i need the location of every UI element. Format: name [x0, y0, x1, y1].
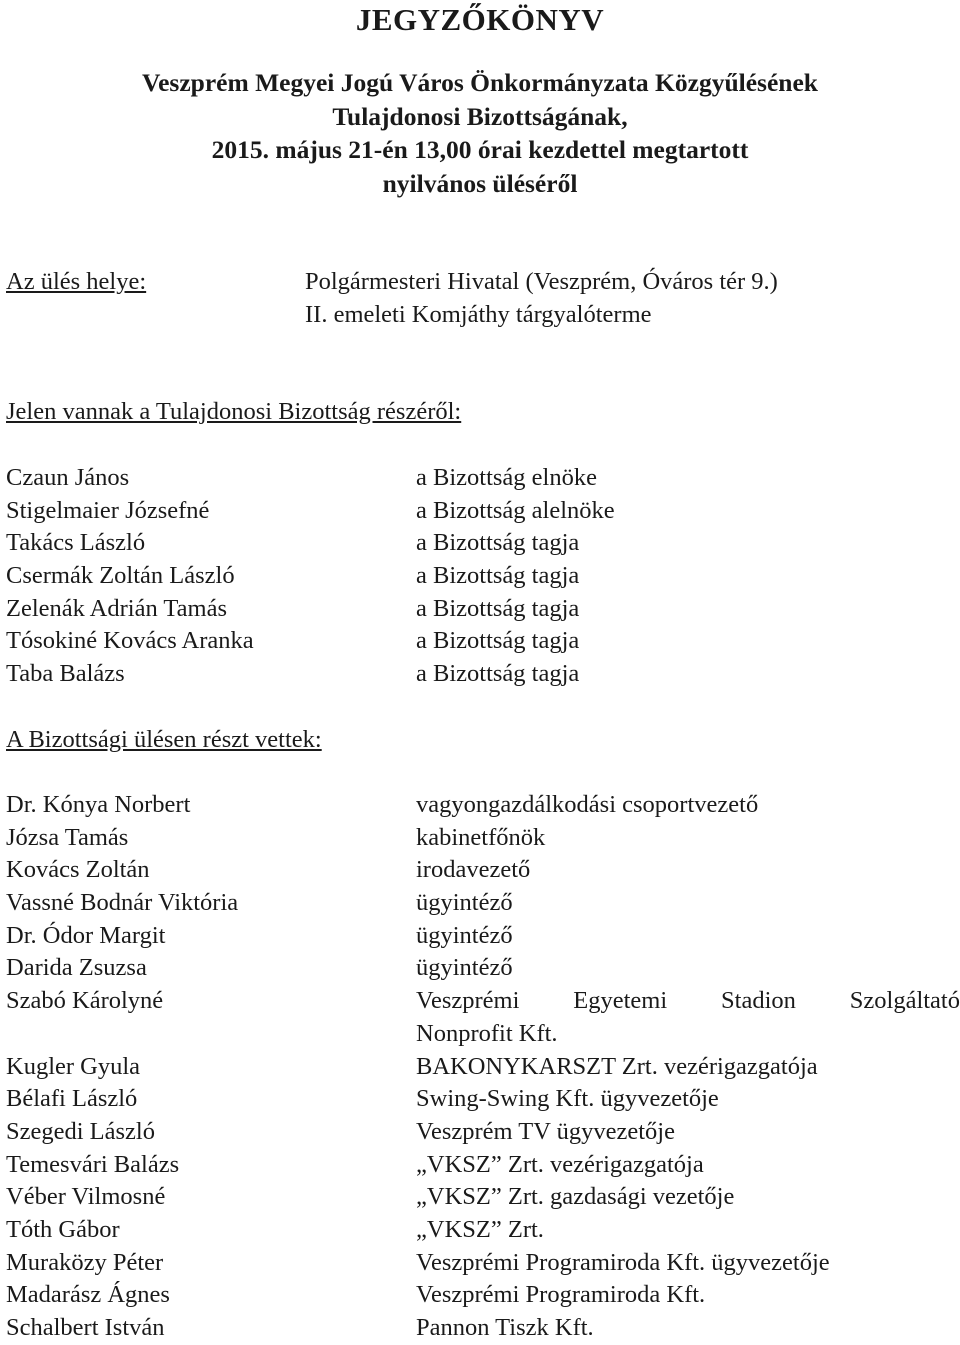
member-name: Tósokiné Kovács Aranka [6, 627, 254, 655]
attendee-row [6, 1279, 960, 1312]
member-role: a Bizottság tagja [416, 562, 580, 590]
attendee-role: Pannon Tiszk Kft. [416, 1314, 594, 1342]
attendee-name: Dr. Ódor Margit [6, 921, 166, 949]
attendee-name: Muraközy Péter [6, 1248, 164, 1276]
member-role: a Bizottság tagja [416, 529, 580, 557]
subtitle-line: Tulajdonosi Bizottságának, [332, 101, 628, 131]
attendee-name: Véber Vilmosné [6, 1183, 166, 1211]
location-line: II. emeleti Komjáthy tárgyalóterme [305, 300, 652, 328]
attendee-row [6, 985, 960, 1050]
attendee-role: Veszprémi Programiroda Kft. [416, 1281, 706, 1309]
member-row [6, 593, 960, 626]
attendee-row [6, 952, 960, 985]
attendee-row [6, 1312, 960, 1345]
attendee-role: ügyintéző [416, 954, 513, 982]
member-row [6, 658, 960, 691]
attendee-name: Józsa Tamás [6, 823, 129, 851]
attendees-list [6, 789, 960, 1345]
subtitle-line: nyilvános üléséről [382, 168, 578, 198]
attendee-role-word: Veszprémi [416, 987, 520, 1015]
attendee-role: „VKSZ” Zrt. vezérigazgatója [416, 1150, 704, 1178]
attendee-row [6, 1051, 960, 1084]
member-name: Czaun János [6, 464, 130, 491]
members-list [6, 462, 960, 691]
subtitle-line: Veszprém Megyei Jogú Város Önkormányzata Közgyűlésének [142, 68, 818, 97]
attendee-role: kabinetfőnök [416, 823, 546, 851]
member-name: Takács László [6, 529, 146, 557]
attendee-name: Kovács Zoltán [6, 856, 150, 884]
member-role: a Bizottság elnöke [416, 464, 597, 491]
attendee-role-line: Nonprofit Kft. [416, 1019, 558, 1047]
attendee-role: Veszprémi Programiroda Kft. ügyvezetője [416, 1248, 830, 1276]
attendee-row [6, 1247, 960, 1280]
attendee-name: Szabó Károlyné [6, 987, 164, 1015]
member-name: Zelenák Adrián Tamás [6, 594, 227, 622]
attendee-row [6, 1149, 960, 1182]
attendee-role-line [416, 985, 960, 1018]
attendee-role: ügyintéző [416, 921, 513, 949]
member-name: Taba Balázs [6, 660, 125, 688]
subtitle-line: 2015. május 21-én 13,00 órai kezdettel megtartott [211, 135, 749, 164]
attendee-row [6, 1116, 960, 1149]
member-role: a Bizottság tagja [416, 627, 580, 655]
attendee-role-word: Stadion [721, 987, 796, 1015]
member-row [6, 527, 960, 560]
attendee-name: Madarász Ágnes [6, 1281, 170, 1309]
members-heading: Jelen vannak a Tulajdonosi Bizottság részéről: [6, 398, 462, 425]
member-row [6, 625, 960, 658]
attendee-row [6, 1181, 960, 1214]
attendee-name: Tóth Gábor [6, 1215, 120, 1243]
attendees-heading: A Bizottsági ülésen részt vettek: [6, 726, 322, 753]
location-label: Az ülés helye: [6, 268, 147, 295]
member-row [6, 495, 960, 528]
attendee-name: Vassné Bodnár Viktória [6, 889, 239, 917]
member-name: Csermák Zoltán László [6, 562, 235, 590]
attendee-name: Dr. Kónya Norbert [6, 791, 191, 818]
document-subtitle [0, 66, 960, 200]
attendee-role-word: Szolgáltató [849, 987, 960, 1015]
attendee-row [6, 887, 960, 920]
location-value [305, 266, 778, 331]
attendee-role: vagyongazdálkodási csoportvezető [416, 791, 759, 818]
attendee-role: irodavezető [416, 856, 531, 884]
attendee-name: Schalbert István [6, 1314, 165, 1342]
attendee-row [6, 920, 960, 953]
member-role: a Bizottság tagja [416, 594, 580, 622]
attendee-name: Bélafi László [6, 1085, 138, 1113]
attendee-role [416, 985, 960, 1050]
attendee-role: Swing-Swing Kft. ügyvezetője [416, 1085, 719, 1113]
member-role: a Bizottság alelnöke [416, 496, 615, 524]
attendee-role: BAKONYKARSZT Zrt. vezérigazgatója [416, 1052, 818, 1080]
attendee-role: ügyintéző [416, 889, 513, 917]
attendee-row [6, 789, 960, 822]
location-line: Polgármesteri Hivatal (Veszprém, Óváros tér 9.) [305, 268, 778, 295]
attendee-row [6, 1083, 960, 1116]
attendee-name: Temesvári Balázs [6, 1150, 180, 1178]
attendee-name: Kugler Gyula [6, 1052, 141, 1080]
attendee-row [6, 1214, 960, 1247]
attendee-row [6, 854, 960, 887]
attendee-role: „VKSZ” Zrt. gazdasági vezetője [416, 1183, 735, 1211]
attendee-role-word: Egyetemi [573, 987, 668, 1015]
attendee-name: Darida Zsuzsa [6, 954, 147, 982]
member-row [6, 462, 960, 495]
attendee-role: Veszprém TV ügyvezetője [416, 1117, 675, 1145]
member-role: a Bizottság tagja [416, 660, 580, 688]
attendee-name: Szegedi László [6, 1117, 155, 1145]
member-name: Stigelmaier Józsefné [6, 496, 210, 524]
document-title: JEGYZŐKÖNYV [355, 2, 605, 37]
attendee-row [6, 822, 960, 855]
member-row [6, 560, 960, 593]
attendee-role: „VKSZ” Zrt. [416, 1215, 544, 1243]
